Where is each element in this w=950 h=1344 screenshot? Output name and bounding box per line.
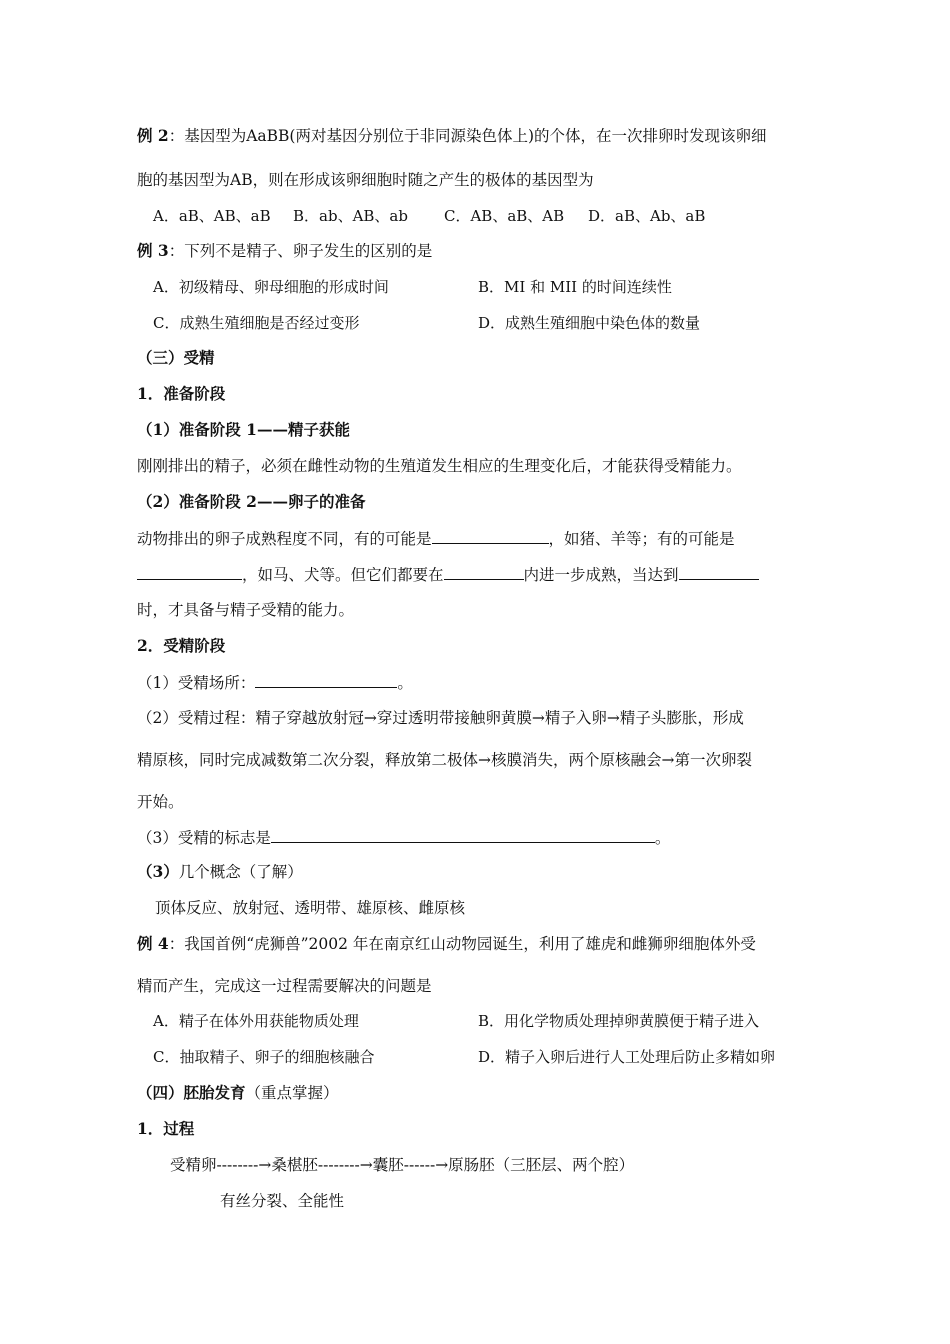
fertilization-process-line-3: 开始。 (137, 793, 184, 811)
example-2-stem-line-1: 例 2：基因型为AaBB(两对基因分别位于非同源染色体上)的个体，在一次排卵时发现该卵细 (137, 126, 767, 145)
section-3-heading-1: 1．准备阶段 (137, 384, 226, 403)
example-2-label: 例 2 (137, 126, 169, 145)
fertilization-sign: （3）受精的标志是 。 (137, 829, 671, 847)
section-3-subheading-1: （1）准备阶段 1——精子获能 (137, 420, 350, 439)
embryo-development-note: 有丝分裂、全能性 (220, 1192, 345, 1210)
section-4-heading-1: 1．过程 (137, 1119, 195, 1138)
example-4-label: 例 4 (137, 934, 169, 953)
section-3-paragraph-2-line-3: 时，才具备与精子受精的能力。 (137, 601, 355, 619)
example-4-option-c: C．抽取精子、卵子的细胞核融合 (153, 1048, 375, 1066)
section-3-title: （三）受精 (137, 348, 215, 367)
embryo-development-flow: 受精卵--------→桑椹胚--------→囊胚------→原肠胚（三胚层、两个腔） (170, 1156, 635, 1174)
example-3-option-b: B．MI 和 MII 的时间连续性 (478, 278, 672, 296)
section-3-paragraph-2-line-1: 动物排出的卵子成熟程度不同，有的可能是 ，如猪、羊等；有的可能是 (137, 530, 735, 548)
fill-blank[interactable] (432, 528, 549, 544)
example-2-option-b: B．ab、AB、ab (293, 207, 408, 225)
fertilization-process-line-2: 精原核，同时完成减数第二次分裂，释放第二极体→核膜消失，两个原核融会→第一次卵裂 (137, 751, 752, 769)
example-2-option-d: D．aB、Ab、aB (588, 207, 706, 225)
example-3-stem: 例 3：下列不是精子、卵子发生的区别的是 (137, 241, 433, 260)
example-2-option-a: A．aB、AB、aB (153, 207, 271, 225)
example-2-option-c: C．AB、aB、AB (444, 207, 565, 225)
example-3-option-c: C．成熟生殖细胞是否经过变形 (153, 314, 360, 332)
fill-blank[interactable] (679, 564, 759, 580)
example-4-option-b: B．用化学物质处理掉卵黄膜便于精子进入 (478, 1012, 760, 1030)
section-3-paragraph-2-line-2: ，如马、犬等。但它们都要在 内进一步成熟，当达到 (137, 564, 759, 585)
section-3-heading-2: 2．受精阶段 (137, 636, 226, 655)
example-3-label: 例 3 (137, 241, 169, 260)
example-3-option-d: D．成熟生殖细胞中染色体的数量 (478, 314, 701, 332)
section-4-title: （四）胚胎发育（重点掌握） (137, 1083, 339, 1102)
fill-blank[interactable] (255, 672, 397, 688)
example-4-stem-line-1: 例 4：我国首例“虎狮兽”2002 年在南京红山动物园诞生，利用了雄虎和雌狮卵细胞体外受 (137, 934, 756, 953)
example-4-option-a: A．精子在体外用获能物质处理 (153, 1012, 359, 1030)
fertilization-process-line-1: （2）受精过程：精子穿越放射冠→穿过透明带接触卵黄膜→精子入卵→精子头膨胀，形成 (137, 709, 744, 727)
example-2-stem-line-2: 胞的基因型为AB，则在形成该卵细胞时随之产生的极体的基因型为 (137, 171, 594, 189)
example-4-option-d: D．精子入卵后进行人工处理后防止多精如卵 (478, 1048, 776, 1066)
section-3-paragraph-1: 刚刚排出的精子，必须在雌性动物的生殖道发生相应的生理变化后，才能获得受精能力。 (137, 457, 742, 475)
fill-blank[interactable] (137, 564, 242, 580)
fertilization-site: （1）受精场所： 。 (137, 674, 413, 692)
concepts-list: 顶体反应、放射冠、透明带、雄原核、雌原核 (155, 899, 466, 917)
section-3-subheading-2: （2）准备阶段 2——卵子的准备 (137, 492, 366, 511)
example-4-stem-line-2: 精而产生，完成这一过程需要解决的问题是 (137, 977, 432, 995)
concepts-heading: （3）几个概念（了解） (137, 862, 303, 881)
fill-blank[interactable] (271, 827, 655, 843)
fill-blank[interactable] (444, 564, 524, 580)
example-3-option-a: A．初级精母、卵母细胞的形成时间 (153, 278, 389, 296)
